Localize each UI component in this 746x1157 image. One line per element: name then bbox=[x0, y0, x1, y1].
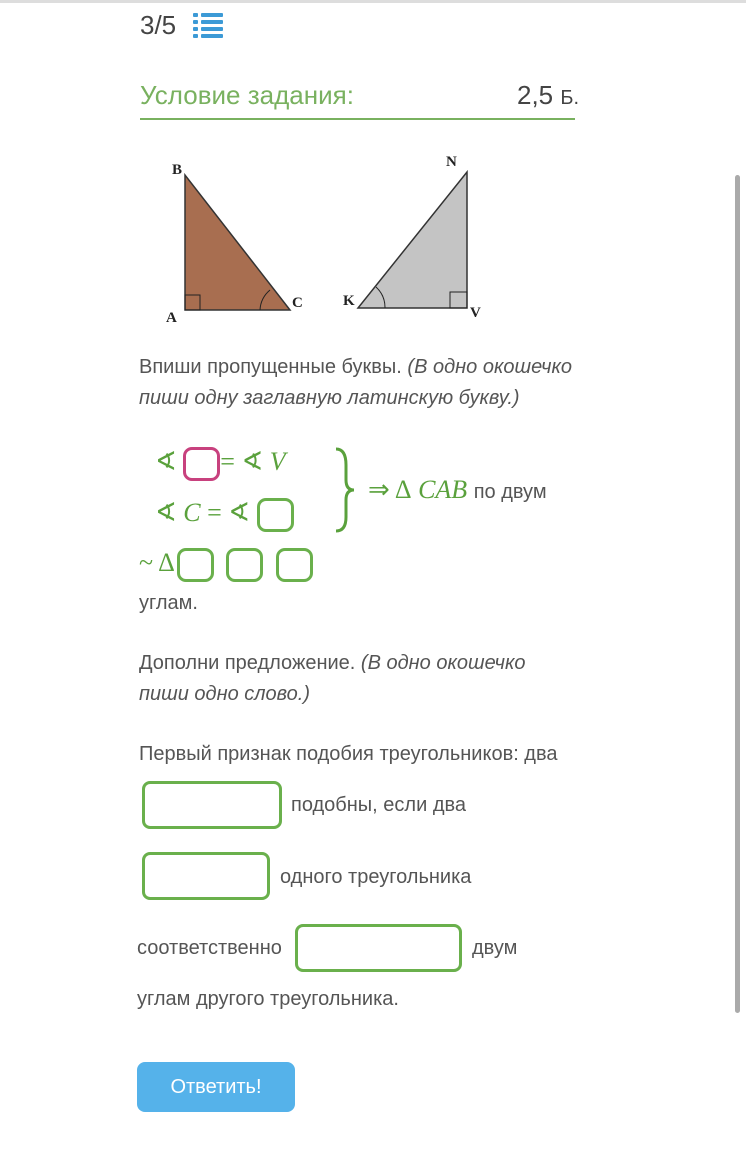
angles-text: углам. bbox=[139, 592, 198, 614]
label-n: N bbox=[446, 154, 457, 170]
equals-angle: = ∢ bbox=[220, 447, 264, 476]
word-input-2[interactable] bbox=[142, 852, 270, 900]
similar-delta: ~ Δ bbox=[139, 548, 175, 577]
conclusion bbox=[368, 475, 547, 508]
letter-input-1[interactable] bbox=[183, 447, 220, 481]
triangles-figure bbox=[160, 150, 500, 325]
sentence-line-4b: двум bbox=[472, 937, 518, 959]
top-border bbox=[0, 0, 746, 3]
task-points bbox=[517, 80, 579, 111]
label-a: A bbox=[166, 310, 177, 325]
instruction-hint: (В одно окошечко пиши одну заглавную латинскую букву.) bbox=[139, 356, 573, 409]
title-divider bbox=[140, 118, 575, 120]
sentence-line-3: одного треугольника bbox=[280, 866, 472, 888]
sentence-line-2: подобны, если два bbox=[291, 794, 467, 816]
similar-row bbox=[139, 548, 313, 582]
word-input-1[interactable] bbox=[142, 781, 282, 829]
var-v: V bbox=[269, 447, 286, 476]
instruction-text: Впиши пропущенные буквы. bbox=[139, 356, 402, 378]
instruction-text: Дополни предложение. bbox=[139, 652, 356, 674]
letter-input-5[interactable] bbox=[276, 548, 313, 582]
equals-angle: = ∢ bbox=[207, 498, 251, 527]
triangle-abc bbox=[185, 175, 290, 310]
sentence-line-1: Первый признак подобия треугольников: два bbox=[139, 743, 558, 765]
angle-symbol: ∢ bbox=[155, 447, 177, 476]
equation-row-2 bbox=[155, 498, 294, 532]
sentence-line-4a: соответственно bbox=[137, 937, 282, 959]
task1-instruction bbox=[139, 352, 579, 414]
label-c: C bbox=[292, 295, 303, 311]
implies-delta: ⇒ Δ bbox=[368, 475, 412, 504]
brace-icon bbox=[330, 445, 360, 535]
submit-button[interactable]: Ответить! bbox=[137, 1062, 295, 1112]
task2-instruction bbox=[139, 648, 559, 710]
by-two-text: по двум bbox=[473, 481, 547, 503]
triangle-nkv bbox=[358, 172, 467, 308]
sentence-line-5: углам другого треугольника. bbox=[137, 988, 399, 1010]
equation-row-1 bbox=[155, 447, 286, 481]
word-input-3[interactable] bbox=[295, 924, 462, 972]
label-v: V bbox=[470, 305, 481, 321]
list-icon[interactable] bbox=[193, 12, 223, 38]
angle-symbol: ∢ bbox=[155, 498, 177, 527]
letter-input-3[interactable] bbox=[177, 548, 214, 582]
scrollbar[interactable] bbox=[735, 175, 740, 1013]
points-unit: Б. bbox=[560, 87, 580, 109]
question-counter: 3/5 bbox=[140, 10, 177, 40]
points-value: 2,5 bbox=[517, 80, 554, 110]
triangle-cab: CAB bbox=[418, 475, 468, 504]
label-k: K bbox=[343, 293, 355, 309]
var-c: C bbox=[183, 498, 201, 527]
instruction-hint: (В одно окошечко пиши одно слово.) bbox=[139, 652, 526, 705]
letter-input-4[interactable] bbox=[226, 548, 263, 582]
label-b: B bbox=[172, 162, 183, 178]
letter-input-2[interactable] bbox=[257, 498, 294, 532]
task-title: Условие задания: bbox=[140, 80, 354, 110]
